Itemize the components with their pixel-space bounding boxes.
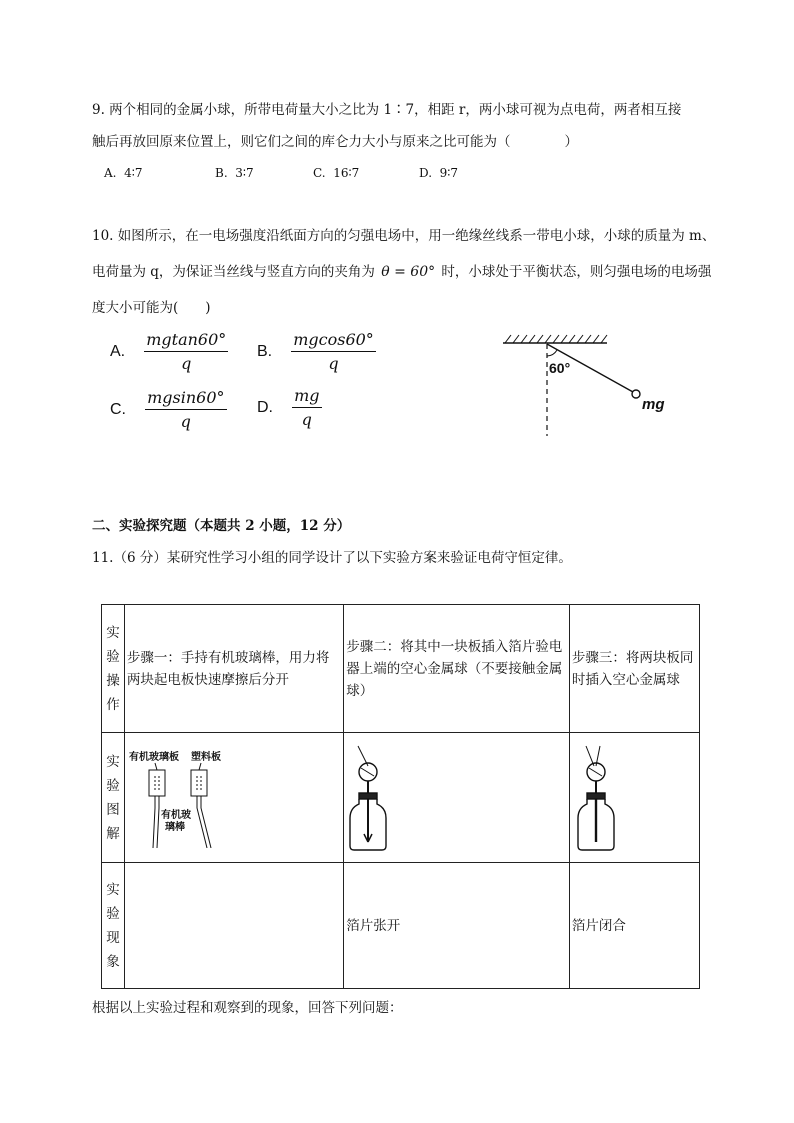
q10-line2: 电荷量为 q，为保证当丝线与竖直方向的夹角为 θ = 60° 时，小球处于平衡状态，则匀强电场的电场强 [92,264,712,280]
table-row-observation [102,863,700,989]
right-plate [191,770,207,796]
rubbing-plates-diagram [127,748,237,848]
rod-label-1: 有机玻 [160,809,191,821]
observation-empty-cell [124,863,343,989]
step3-cell: 步骤三：将两块板同 时插入空心金属球 [569,605,699,733]
angle-label: 60° [549,360,571,376]
table-row-operation [102,605,700,733]
step2-cell: 步骤二：将其中一块板插入箔片验电 器上端的空心金属球（不要接触金属 球） [344,605,570,733]
ceiling-hatch [505,335,607,343]
mg-label: mg [642,396,665,413]
q9-option-d: D. 9∶7 [419,166,459,180]
step1-cell: 步骤一：手持有机玻璃棒，用力将 两块起电板快速摩擦后分开 [124,605,343,733]
q9-line1: 9. 两个相同的金属小球，所带电荷量大小之比为 1∶7，相距 r，两小球可视为点电荷，两者相互接 [92,102,682,118]
step3-diagram-cell [569,733,699,863]
observation-step2: 箔片张开 [344,863,570,989]
angle-arc [547,350,557,356]
q10-line1: 10. 如图所示，在一电场强度沿纸面方向的匀强电场中，用一绝缘丝线系一带电小球，小球的质量为 m、 [92,228,716,244]
stopper [587,793,605,799]
right-rod [197,796,211,848]
q9-line2: 触后再放回原来位置上，则它们之间的库仑力大小与原来之比可能为（ ） [92,134,578,150]
q9-option-a: A. 4∶7 [104,166,143,180]
left-plate [149,770,165,796]
q10-line3: 度大小可能为( ) [92,300,211,316]
q9-option-c: C. 16∶7 [313,166,360,180]
row-head-diagram: 实 验 图 解 [102,733,125,863]
q10-theta: θ = 60° [381,264,436,280]
electroscope-diagram-3 [572,738,642,858]
step1-diagram-cell [124,733,343,863]
section-title: 二、实验探究题（本题共 2 小题，12 分） [92,518,351,534]
q11-footer: 根据以上实验过程和观察到的现象，回答下列问题： [92,1000,403,1016]
charged-ball [632,390,640,398]
stopper [359,793,377,799]
experiment-table [101,604,700,989]
q10-option-d: D. $\frac{mg}{q}$ [257,386,320,429]
observation-step3: 箔片闭合 [569,863,699,989]
left-rod [153,796,159,848]
row-head-observation: 实 验 现 象 [102,863,125,989]
electroscope-diagram-2 [346,738,416,858]
row-head-operation: 实 验 操 作 [102,605,125,733]
rod-label-2: 璃棒 [164,821,185,833]
q10-option-a: A. $\frac{mgtan60^\circ}{q}$ [110,330,227,373]
q11-intro: 11.（6 分）某研究性学习小组的同学设计了以下实验方案来验证电荷守恒定律。 [92,550,572,566]
plastic-plate-label: 塑料板 [190,751,221,763]
q10-option-c: C. $\frac{mgsin60^\circ}{q}$ [110,388,225,431]
q10-option-b: B. $\frac{mgcos60^\circ}{q}$ [257,330,374,373]
q9-option-b: B. 3∶7 [215,166,254,180]
step2-diagram-cell [344,733,570,863]
plexiglass-plate-label: 有机玻璃板 [128,751,179,763]
pendulum-figure [495,330,685,440]
table-row-diagram [102,733,700,863]
